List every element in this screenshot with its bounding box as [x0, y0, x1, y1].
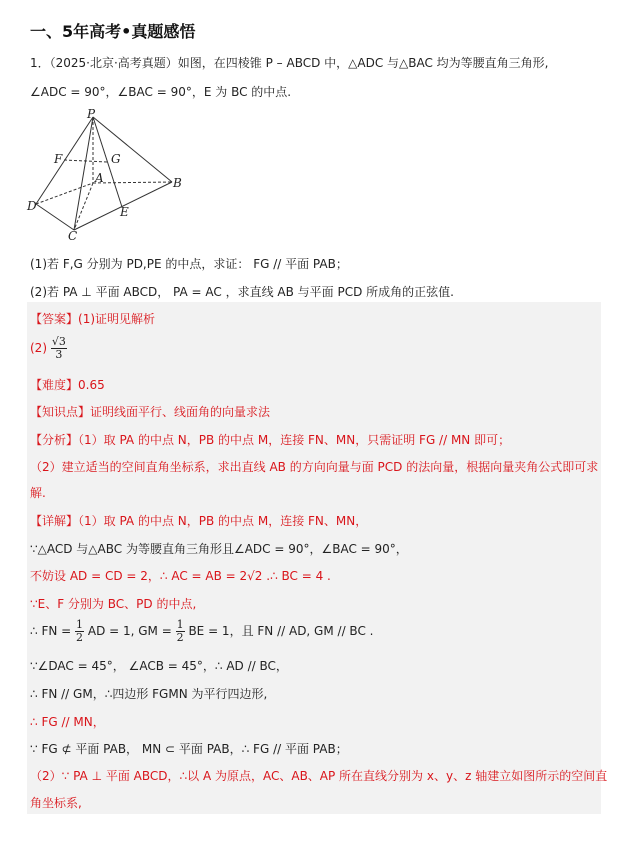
detail-11: 角坐标系,	[30, 796, 82, 810]
detail-line-1	[30, 512, 367, 529]
detail-5-frac-2-num: 1	[176, 618, 184, 631]
answer-1: (1)证明见解析	[78, 312, 156, 326]
answer-tag: 【答案】	[30, 312, 79, 326]
detail-6: ∵∠DAC = 45°， ∠ACB = 45°，∴ AD // BC，	[30, 659, 288, 673]
section-title: 一、5年高考•真题感悟	[30, 22, 196, 41]
label-d: D	[27, 199, 37, 213]
detail-5	[30, 619, 373, 644]
analysis-2a: （2）建立适当的空间直角坐标系，求出直线 AB 的方向向量与面 PCD 的法向量，根据向量夹角公式即可求	[30, 460, 599, 474]
detail-5-frac-1-num: 1	[76, 618, 84, 631]
analysis-2b: 解.	[30, 486, 46, 500]
detail-1: （1）取 PA 的中点 N，PB 的中点 M，连接 FN、MN，	[78, 514, 368, 528]
edge-ab	[93, 182, 172, 183]
detail-4: ∵E、F 分别为 BC、PD 的中点,	[30, 597, 197, 611]
detail-5-frac-1-den: 2	[76, 631, 84, 644]
difficulty-tag: 【难度】	[30, 378, 79, 392]
detail-9: ∵ FG ⊄ 平面 PAB， MN ⊂ 平面 PAB，∴ FG // 平面 PAB；	[30, 742, 348, 756]
edge-ac	[74, 183, 93, 230]
detail-5b: AD = 1, GM =	[87, 624, 172, 638]
label-e: E	[120, 205, 129, 219]
label-g: G	[111, 152, 121, 166]
analysis-1: （1）取 PA 的中点 N，PB 的中点 M，连接 FN、MN，只需证明 FG // MN 即可；	[78, 433, 511, 447]
edge-da	[36, 183, 93, 204]
analysis-line-1	[30, 431, 510, 448]
detail-3: 不妨设 AD = CD = 2，∴ AC = AB = 2√2 .∴ BC = 4 .	[30, 569, 331, 583]
knowledge-value: 证明线面平行、线面角的向量求法	[90, 405, 271, 419]
knowledge-tag: 【知识点】	[30, 405, 91, 419]
answer-2-denominator: 3	[55, 348, 63, 361]
edge-dc	[36, 204, 74, 230]
answer-2-fraction	[51, 336, 67, 361]
pyramid-figure	[26, 104, 196, 242]
solution-panel	[27, 302, 601, 814]
question-1: (1)若 F,G 分别为 PD,PE 的中点，求证： FG // 平面 PAB；	[30, 257, 348, 271]
detail-2: ∵△ACD 与△ABC 为等腰直角三角形且∠ADC = 90°，∠BAC = 90°，	[30, 542, 408, 556]
answer-line	[30, 310, 155, 327]
question-2: (2)若 PA ⊥ 平面 ABCD， PA = AC ，求直线 AB 与平面 PCD 所成角的正弦值.	[30, 285, 454, 299]
detail-tag: 【详解】	[30, 514, 79, 528]
detail-5c: BE = 1，且 FN // AD, GM // BC .	[188, 624, 374, 638]
edge-pc	[74, 117, 93, 230]
detail-7: ∴ FN // GM，∴四边形 FGMN 为平行四边形,	[30, 687, 268, 701]
difficulty-value: 0.65	[78, 378, 105, 392]
detail-8: ∴ FG // MN，	[30, 715, 105, 729]
detail-5-frac-2	[176, 619, 185, 644]
knowledge-line	[30, 403, 270, 420]
detail-5-frac-1	[75, 619, 84, 644]
difficulty-line	[30, 376, 105, 393]
problem-line-2: ∠ADC = 90°，∠BAC = 90°，E 为 BC 的中点.	[30, 85, 292, 99]
answer-2-numerator: √3	[51, 335, 66, 348]
problem-line-1: 1．（2025·北京·高考真题）如图，在四棱锥 P – ABCD 中，△ADC 与△BAC 均为等腰直角三角形,	[30, 56, 549, 70]
label-f: F	[54, 152, 63, 166]
answer-2-prefix: (2)	[30, 341, 47, 355]
label-b: B	[173, 176, 182, 190]
label-a: A	[95, 171, 104, 185]
edge-pb	[93, 117, 172, 182]
analysis-tag: 【分析】	[30, 433, 79, 447]
detail-5a: ∴ FN =	[30, 624, 72, 638]
label-c: C	[68, 229, 78, 242]
answer-2	[30, 336, 67, 361]
detail-5-frac-2-den: 2	[176, 631, 184, 644]
label-p: P	[87, 107, 96, 121]
detail-10: （2）∵ PA ⊥ 平面 ABCD，∴以 A 为原点，AC、AB、AP 所在直线分别为 x、y、z 轴建立如图所示的空间直	[30, 769, 608, 783]
